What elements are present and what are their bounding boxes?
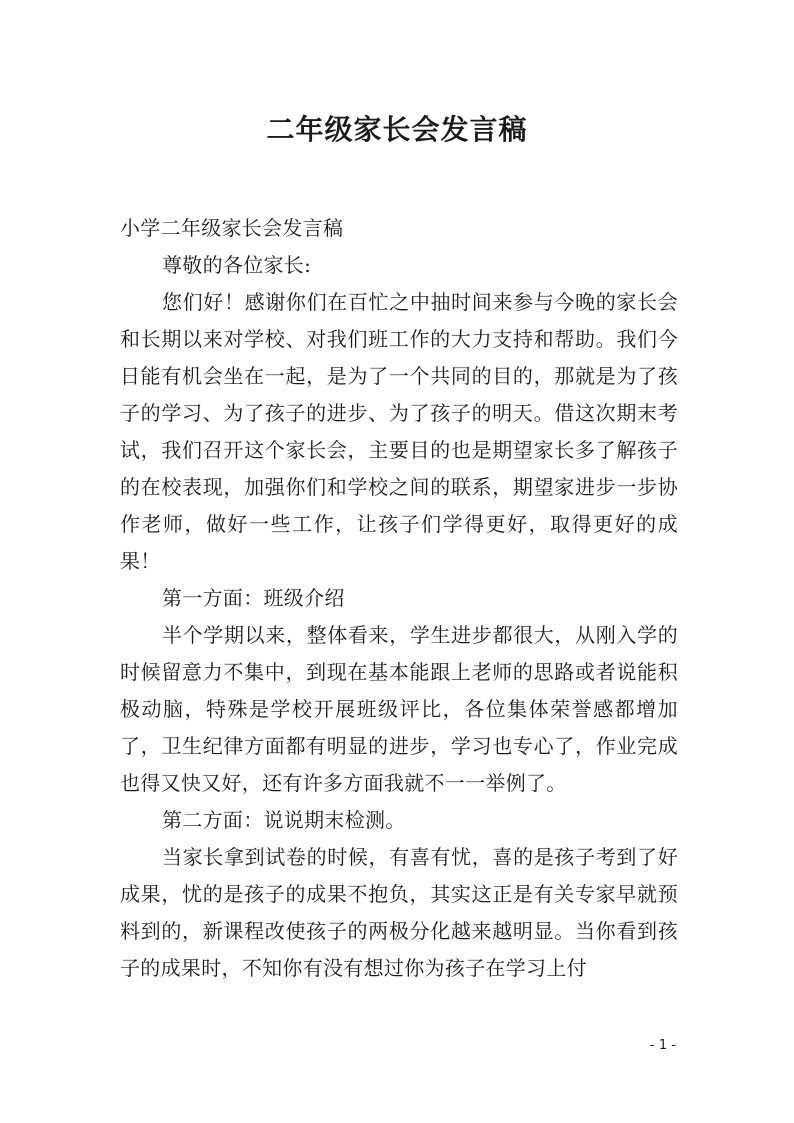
subtitle-paragraph: 小学二年级家长会发言稿: [120, 216, 344, 240]
document-body: [120, 210, 678, 987]
section-heading-class-intro: 第一方面：班级介绍: [162, 586, 345, 610]
exam-paragraph: 当家长拿到试卷的时候，有喜有忧，喜的是孩子考到了好成果，忧的是孩子的成果不抱负，其实这正是有关专家早就预料到的，新课程改使孩子的两极分化越来越明显。当你看到孩子的成果时，不知你有没有想过你为孩子在学习上付: [120, 845, 678, 980]
document-title: 二年级家长会发言稿: [266, 113, 528, 146]
class-intro-paragraph: 半个学期以来，整体看来，学生进步都很大，从刚入学的时候留意力不集中，到现在基本能跟上老师的思路或者说能积极动脑，特殊是学校开展班级评比，各位集体荣誉感都增加了，卫生纪律方面都有明显的进步，学习也专心了，作业完成也得又快又好，还有许多方面我就不一一举例了。: [120, 623, 678, 795]
section-heading-exam: 第二方面：说说期末检测。: [162, 808, 406, 832]
page-number: - 1 -: [650, 1038, 676, 1053]
salutation-paragraph: 尊敬的各位家长:: [162, 253, 312, 277]
greeting-paragraph: 您们好！感谢你们在百忙之中抽时间来参与今晚的家长会和长期以来对学校、对我们班工作的大力支持和帮助。我们今日能有机会坐在一起，是为了一个共同的目的，那就是为了孩子的学习、为了孩子的进步、为了孩子的明天。借这次期末考试，我们召开这个家长会，主要目的也是期望家长多了解孩子的在校表现，加强你们和学校之间的联系，期望家进步一步协作老师，做好一些工作，让孩子们学得更好，取得更好的成果！: [120, 290, 678, 573]
